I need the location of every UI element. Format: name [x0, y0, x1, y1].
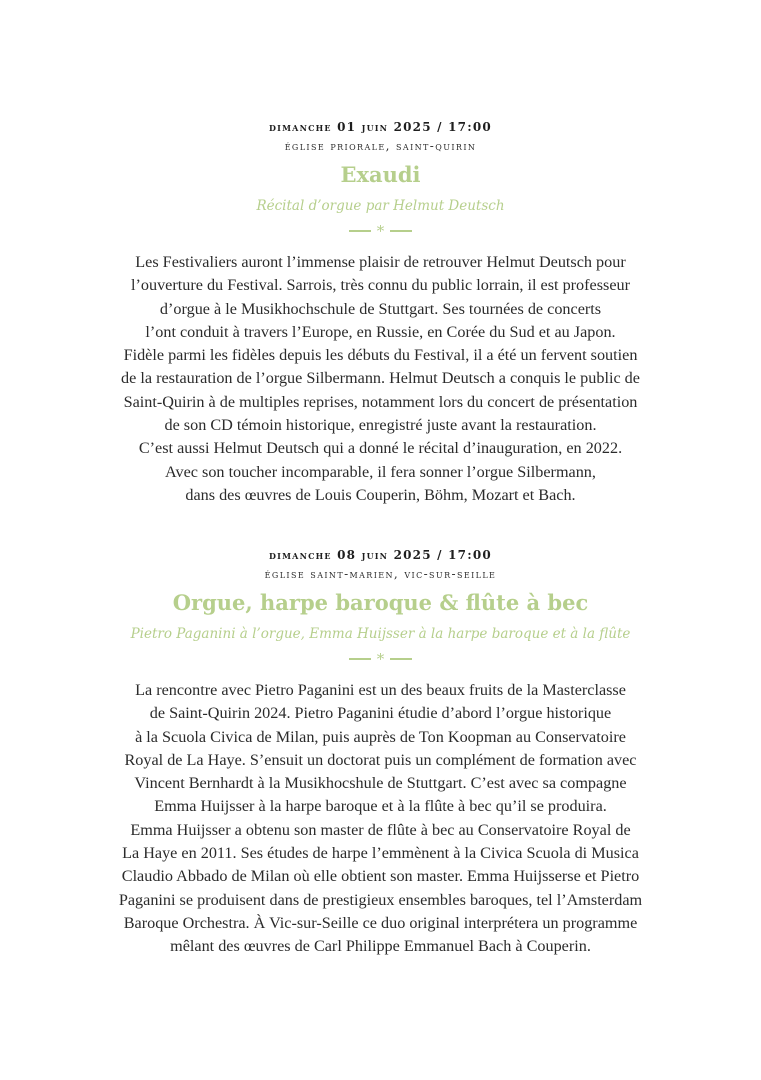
event-orgue-harpe-flute	[40, 546, 721, 959]
description-line: Emma Huijsser a obtenu son master de flûte à bec au Conservatoire Royal de	[130, 820, 631, 839]
event-title: Exaudi	[340, 162, 421, 187]
description-line: Vincent Bernhardt à la Musikhocshule de Stuttgart. C’est avec sa compagne	[134, 774, 627, 793]
description-line: Claudio Abbado de Milan où elle obtient son master. Emma Huijsserse et Pietro	[121, 867, 640, 886]
description-line: l’ouverture du Festival. Sarrois, très connu du public lorrain, il est professeur	[131, 276, 630, 295]
description-line: Paganini se produisent dans de prestigieux ensembles baroques, tel l’Amsterdam	[118, 890, 643, 909]
description-line: Les Festivaliers auront l’immense plaisir de retrouver Helmut Deutsch pour	[135, 253, 626, 271]
description-line: Saint-Quirin à de multiples reprises, notamment lors du concert de présentation	[123, 392, 638, 411]
event-description	[40, 679, 721, 959]
ornament-dash-right	[390, 658, 412, 660]
description-line: Baroque Orchestra. À Vic-sur-Seille ce duo original interprétera un programme	[123, 913, 638, 932]
ornament-dash-right	[390, 230, 412, 232]
event-title: Orgue, harpe baroque & flûte à bec	[172, 590, 589, 615]
event-venue: église priorale, saint-quirin	[284, 139, 477, 153]
description-line: à la Scuola Civica de Milan, puis auprès de Ton Koopman au Conservatoire	[135, 727, 626, 746]
event-venue: église saint-marien, vic-sur-seille	[264, 567, 497, 581]
ornament-dash-left	[349, 230, 371, 232]
ornament-divider	[40, 223, 721, 239]
description-line: La rencontre avec Pietro Paganini est un des beaux fruits de la Masterclasse	[135, 681, 626, 699]
description-line: dans des œuvres de Louis Couperin, Böhm, Mozart et Bach.	[185, 485, 576, 504]
description-line: de la restauration de l’orgue Silbermann. Helmut Deutsch a conquis le public de	[121, 369, 640, 388]
event-exaudi	[40, 118, 721, 507]
event-date: dimanche 01 juin 2025 / 17:00	[269, 120, 492, 134]
description-line: Emma Huijsser à la harpe baroque et à la flûte à bec qu’il se produira.	[154, 797, 607, 816]
description-line: d’orgue à le Musikhochschule de Stuttgart. Ses tournées de concerts	[159, 299, 602, 318]
description-line: La Haye en 2011. Ses études de harpe l’emmènent à la Civica Scuola di Musica	[122, 844, 639, 863]
description-line: de son CD témoin historique, enregistré juste avant la restauration.	[164, 416, 597, 435]
asterisk-icon: *	[376, 222, 385, 240]
description-line: Avec son toucher incomparable, il fera sonner l’orgue Silbermann,	[165, 462, 596, 481]
ornament-dash-left	[349, 658, 371, 660]
ornament-divider	[40, 651, 721, 667]
description-line: de Saint-Quirin 2024. Pietro Paganini étudie d’abord l’orgue historique	[149, 704, 612, 723]
event-description	[40, 251, 721, 507]
description-line: C’est aussi Helmut Deutsch qui a donné le récital d’inauguration, en 2022.	[138, 439, 623, 458]
event-subtitle: Pietro Paganini à l’orgue, Emma Huijsser à la harpe baroque et à la flûte	[130, 626, 631, 642]
description-line: Fidèle parmi les fidèles depuis les débuts du Festival, il a été un fervent soutien	[123, 346, 638, 365]
description-line: mêlant des œuvres de Carl Philippe Emmanuel Bach à Couperin.	[170, 937, 591, 956]
asterisk-icon: *	[376, 650, 385, 668]
description-line: l’ont conduit à travers l’Europe, en Russie, en Corée du Sud et au Japon.	[145, 322, 616, 341]
event-subtitle: Récital d’orgue par Helmut Deutsch	[256, 198, 505, 214]
description-line: Royal de La Haye. S’ensuit un doctorat puis un complément de formation avec	[124, 750, 637, 769]
event-date: dimanche 08 juin 2025 / 17:00	[269, 548, 492, 562]
